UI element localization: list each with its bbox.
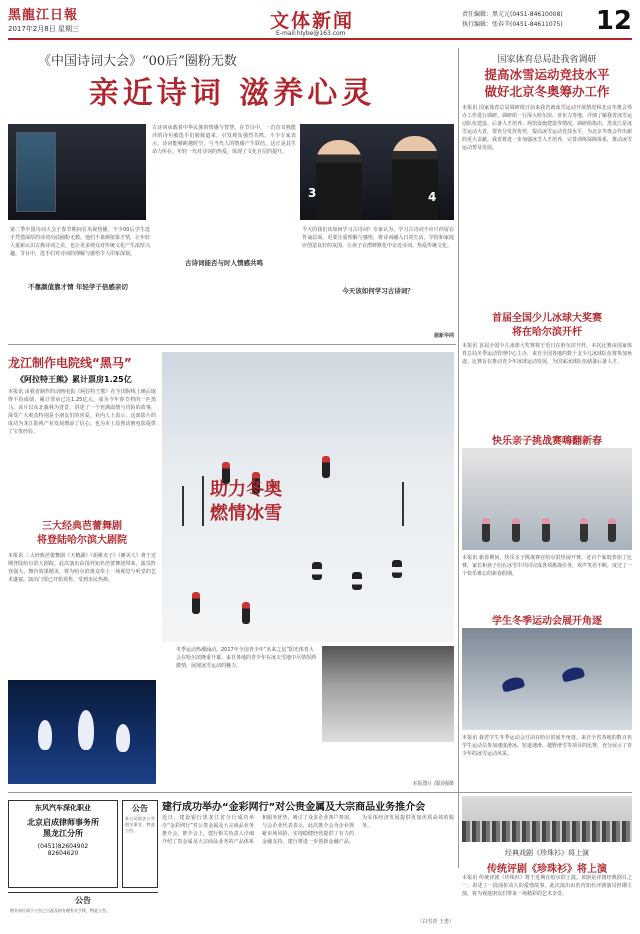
notice-body: 本公司依法公告相关事宜，特此公告。	[125, 816, 155, 833]
student-games-body: 本报讯 我省学生冬季运动会日前在哈尔滨展开角逐。来自全省各地的数百名学生运动员参加速度滑冰、短道速滑、越野滑雪等项目的比赛，充分展示了青少年的冰雪运动风采。	[462, 735, 632, 758]
drama-headline: 传统评剧《珍珠衫》将上演	[487, 864, 607, 875]
kuaile-body: 本报讯 新春期间，快乐亲子挑战赛在哈尔滨热闹开赛。近百个家庭参加了比赛，家长和孩子们在冰雪中共同完成各项挑战任务，欢声笑语不断，度过了一个快乐难忘的新春假期。	[462, 555, 632, 578]
commerce-headline: 建行成功举办“金彩网行”对公贵金属及大宗商品业务推介会	[162, 802, 426, 813]
masthead	[8, 4, 632, 40]
tree	[402, 482, 404, 526]
ice-hockey-headline: 首届全国少儿冰球大奖赛 将在哈尔滨开杆	[492, 313, 602, 338]
editor-label: 责任编辑：黑元元(0451-84610008)	[462, 11, 563, 18]
tree	[182, 486, 184, 526]
ice-hockey-body: 本报讯 首届全国少儿冰球大奖赛将于近日在哈尔滨开杆。本次比赛由国家体育总局冬季运动管理中心主办，来自全国各地的数十支少儿冰球队伍将参加角逐。比赛旨在推动青少年冰球运动发展，为国家冰球队伍储备后备人才。	[462, 343, 632, 366]
ad-phone: (0451)82604902 82604620	[37, 843, 89, 857]
ballet-body: 本报讯 三大经典芭蕾舞剧《天鹅湖》《胡桃夹子》《睡美人》将于近期登陆哈尔滨大剧院。此次演出由国外知名芭蕾舞团带来，演员阵容强大，舞台效果精美，将为哈尔滨观众奉上一场视觉与听觉的艺术盛宴。演出门票已开始预售，受到市民热捧。	[8, 553, 156, 584]
notice-title-2: 公告	[75, 896, 91, 905]
kuaile-photo	[462, 448, 632, 550]
section-email: E-mail:hlybe@163.com	[276, 30, 346, 37]
newspaper-logo: 黑龍江日報	[8, 8, 79, 23]
lead-body: 今天的我们该如何学习古诗词？专家认为，学习古诗词不应只停留在背诵层面，更要注重理解与感悟，将诗词融入日常生活。学校和家庭应创造良好的氛围，让孩子在潜移默化中亲近诗词、热爱传统文化。	[302, 227, 454, 250]
olympic-body: 本报讯 国家体育总局调研组日前来我省就冰雪运动开展情况和北京冬奥会筹办工作进行调研。调研组一行深入哈尔滨、亚布力等地，详细了解我省冰雪运动队伍建设、后备人才培养、场馆设施建设等情况。调研组指出，黑龙江是冰雪运动大省，要充分发挥优势，提高冰雪运动竞技水平，为北京冬奥会作出新的更大贡献。我省将进一步加强冰雪人才培养，完善训练保障体系，推动冰雪运动普及发展。	[462, 105, 632, 152]
student-games-headline: 学生冬季运动会展开角逐	[492, 616, 602, 627]
contestant-number: 3	[308, 186, 317, 200]
kuaile-headline: 快乐亲子挑战赛嗨翻新春	[492, 436, 602, 447]
column-rule	[458, 48, 459, 868]
lead-subhead-2: 古诗词能否与时人情感共鸣	[185, 259, 263, 267]
commerce-body: 近日，建设银行黑龙江省分行成功举办“金彩网行”对公贵金属及大宗商品业务推介会。推介会上，建行相关负责人详细介绍了贵金属及大宗商品业务的产品体系和服务优势，吸引了众多企业客户参加。与会企业代表表示，此次推介会为企业规避市场风险、实现稳健经营提供了有力的金融支持。建行将进一步创新金融产品，为实体经济发展提供更加优质高效的服务。	[162, 815, 454, 846]
lead-photo-contestants	[300, 124, 454, 220]
ice-skater	[242, 602, 250, 624]
participant-figure	[580, 518, 588, 542]
notice-box-2	[8, 892, 158, 930]
drama-photo	[462, 796, 632, 842]
speed-skater	[561, 665, 585, 682]
audience	[462, 821, 632, 842]
hockey-player	[312, 562, 322, 580]
lead-subhead-1: 不靠颜值靠才情 年轻学子倍感亲切	[28, 283, 128, 291]
film-subhead: 《阿拉特王熊》累计票房1.25亿	[16, 375, 132, 384]
executor-label: 执行编辑：张春辛(0451-84611075)	[462, 21, 563, 28]
ad-brand: 东风汽车深化职业	[35, 804, 91, 812]
ice-skater	[192, 592, 200, 614]
law-firm-ad	[8, 800, 118, 888]
student-games-photo	[462, 628, 632, 730]
winter-feature-caption: 冬季运动热潮涌动，2017年全国青少年“未来之星”阳光体育大会在哈尔滨隆重开幕。来自各地的青少年在冰天雪地中尽情挥洒激情，展现冰雪运动的魅力。	[176, 647, 316, 669]
section-title: 文体新闻	[270, 10, 355, 32]
lead-subhead-3: 今天该如何学习古诗词？	[342, 287, 414, 295]
commerce-byline: （白雪青 王勇）	[417, 919, 454, 925]
ballet-dancer	[78, 710, 94, 750]
contestant-number: 4	[428, 190, 437, 204]
ballet-dancer	[116, 724, 130, 752]
drama-kicker: 经典戏剧《珍珠衫》将上演	[505, 849, 589, 857]
participant-figure	[482, 518, 490, 542]
contestant-figure	[392, 136, 438, 220]
film-headline: 龙江制作电院线“黑马”	[8, 356, 132, 370]
participant-figure	[512, 518, 520, 542]
ballet-photo	[8, 680, 156, 784]
contestant-figure	[316, 140, 362, 220]
notice-title: 公告	[132, 804, 148, 813]
page-number: 12	[595, 6, 632, 36]
olympic-kicker: 国家体育总局赴我省调研	[497, 55, 597, 65]
editor-credits	[462, 10, 563, 30]
notice-body-2: 相关单位请于公告之日起及时办理有关手续，特此公告。	[10, 908, 110, 913]
stage-screen	[16, 132, 56, 212]
drama-body: 本报讯 传统评剧《珍珠衫》将于近期在哈尔滨上演。该剧是评剧经典剧目之一，讲述了一段曲折动人的爱情故事。此次演出由省内知名评剧演员担纲主演，将为戏迷朋友们带来一场精彩的艺术享受。	[462, 875, 632, 898]
participant-figure	[608, 518, 616, 542]
ballet-dancer	[38, 720, 52, 750]
hockey-player	[392, 560, 402, 578]
winter-feature-photo-small	[322, 646, 454, 742]
ballet-headline: 三大经典芭蕾舞剧 将登陆哈尔滨大剧院	[37, 521, 127, 546]
lead-byline: 据新华网	[433, 333, 454, 339]
notice-box	[122, 800, 158, 888]
hockey-player	[352, 572, 362, 590]
participant-figure	[542, 518, 550, 542]
ad-firm-name: 北京启成律师事务所 黑龙江分所	[27, 818, 99, 838]
dateline: 2017年2月8日 星期三	[8, 25, 79, 33]
speed-skater	[501, 675, 525, 692]
lead-headline: 亲近诗词 滋养心灵	[88, 76, 376, 111]
section-rule	[8, 344, 456, 345]
ice-skater	[322, 456, 330, 478]
lead-body: 古诗词承载着中华民族的情感与智慧。在节目中，一首首耳熟能详的诗句被选手们娓娓道来，引发观众强烈共鸣。不少专家表示，诗词能够跨越时空，与当代人的情感产生联结，这正是其生命力所在。年轻一代对诗词的热爱，体现了文化自信的提升。	[152, 125, 296, 156]
lead-body: 第二季中国诗词大会于春节期间在央视热播，不少00后学生选手凭借深厚的诗词功底圈粉无数。他们不靠颜值靠才情，让年轻人重新认识古典诗词之美，也让更多观众对传统文化产生浓厚兴趣。节目中，选手们对诗词的理解与感悟令人印象深刻。	[10, 227, 150, 258]
film-body: 本报讯 由我省制作的动画电影《阿拉特王熊》在全国院线上映后取得不俗成绩，累计票房已达1.25亿元，成为今年春节档的一匹黑马。该片以东北森林为背景，讲述了一个充满温情与冒险的故事，深受广大观众特别是小朋友们的喜爱。业内人士表示，这部影片的成功为龙江影视产业发展增添了信心，也为本土原创动画电影提供了宝贵经验。	[8, 389, 156, 436]
lead-photo	[8, 124, 146, 220]
olympic-headline: 提高冰雪运动竞技水平 做好北京冬奥筹办工作	[484, 67, 610, 99]
section-rule	[8, 792, 632, 793]
lead-kicker: 《中国诗词大会》“00后”圈粉无数	[38, 54, 237, 69]
winter-feature-byline: 本版图片 邵国强摄	[412, 781, 454, 787]
winter-feature-headline: 助力冬奥 燃情冰雪	[210, 479, 282, 524]
